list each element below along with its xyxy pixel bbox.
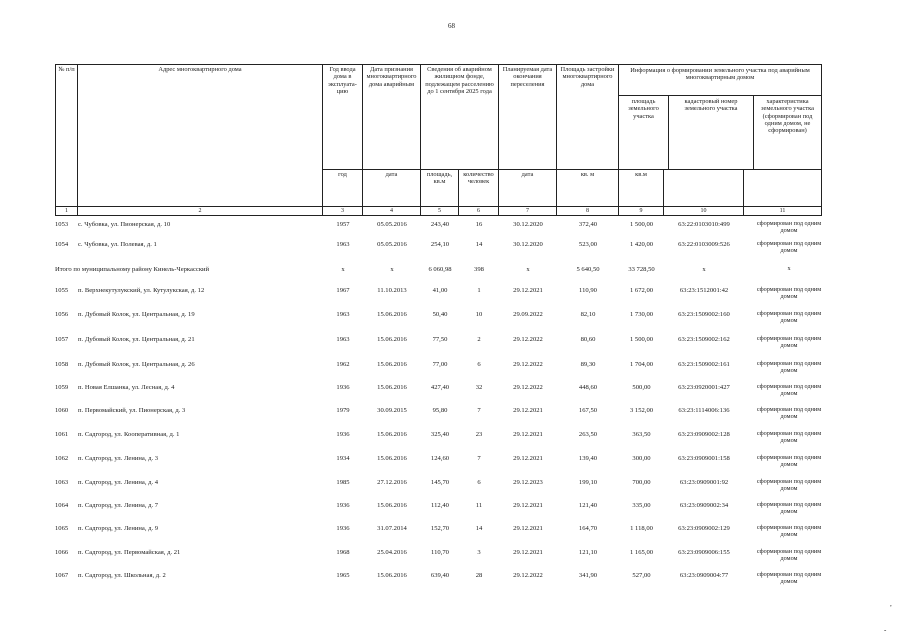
cell-area: 112,40 [431,502,449,509]
unit-area: площадь, кв.м [421,170,459,207]
cell-area: 41,00 [432,287,448,294]
cell-people: 23 [475,431,483,438]
header-characteristic: характеристика земельного участка (сформирован под одним домом, не сформирован) [761,98,814,135]
cell-people: 398 [474,266,484,273]
cell-date: 15.06.2016 [377,384,407,391]
col-number: 7 [499,207,557,216]
cell-address: Итого по муниципальному району Кинель-Черкасский [55,266,210,273]
unit-date: дата [363,170,421,207]
cell-char: сформирован под одним домом [756,478,822,492]
cell-char: сформирован под одним домом [756,335,822,349]
cell-year: 1985 [336,479,350,486]
cell-date: 31.07.2014 [377,525,407,532]
cell-area: 110,70 [431,549,449,556]
cell-build: 121,10 [578,549,598,556]
cell-date: 11.10.2013 [377,287,407,294]
col-number: 10 [664,207,744,216]
cell-build: 82,10 [580,311,596,318]
cell-people: 10 [475,311,483,318]
header-cadastral: кадастровый номер земельного участка [669,96,754,169]
cell-address: с. Чубовка, ул. Полевая, д. 1 [78,241,157,248]
header-land-area: площадь земельного участка [619,96,669,169]
cell-char: сформирован под одним домом [756,454,822,468]
cell-char: сформирован под одним домом [756,220,822,234]
cell-people: 28 [475,572,483,579]
cell-people: 6 [477,479,481,486]
cell-people: 6 [477,361,481,368]
cell-cad: 63:23:1509002:161 [678,361,730,368]
cell-land: 300,00 [632,455,651,462]
cell-cad: 63:23:1114006:136 [678,407,730,414]
cell-no: 1063 [55,479,69,486]
cell-year: 1963 [336,241,350,248]
cell-cad: 63:23:0909001:92 [679,479,729,486]
cell-address: п. Садгород, ул. Ленина, д. 9 [78,525,159,532]
cell-end: 29.12.2022 [513,572,543,579]
cell-end: 29.12.2021 [513,407,543,414]
cell-area: 639,40 [430,572,450,579]
cell-area: 254,10 [430,241,450,248]
col-number: 6 [459,207,499,216]
cell-people: 16 [475,221,483,228]
header-emergency-fund: Сведения об аварийном жилищном фонде, подлежащем расселению до 1 сентября 2025 года [421,65,499,170]
unit-sqm2: кв.м [619,170,664,207]
cell-people: 7 [477,407,481,414]
cell-year: 1936 [336,525,350,532]
cell-date: 15.06.2016 [377,455,407,462]
cell-no: 1058 [55,361,69,368]
cell-area: 77,00 [432,361,448,368]
cell-end: 29.09.2022 [513,311,543,318]
cell-no: 1059 [55,384,69,391]
cell-people: 1 [477,287,481,294]
cell-date: 27.12.2016 [377,479,407,486]
cell-char: сформирован под одним домом [756,286,822,300]
cell-no: 1053 [55,221,69,228]
cell-char: сформирован под одним домом [756,406,822,420]
unit-sqm: кв. м [557,170,619,207]
cell-address: п. Садгород, ул. Кооперативная, д. 1 [78,431,180,438]
col-number: 11 [744,207,822,216]
header-year: Год ввода дома в эксплуата-цию [323,65,363,170]
cell-date: 15.06.2016 [377,311,407,318]
cell-no: 1067 [55,572,69,579]
cell-land: 363,50 [632,431,651,438]
cell-address: п. Садгород, ул. Ленина, д. 3 [78,455,159,462]
cell-build: 5 640,50 [576,266,600,273]
cell-date: 15.06.2016 [377,572,407,579]
cell-build: 263,50 [578,431,598,438]
cell-address: п. Дубовый Колок, ул. Центральная, д. 19 [78,311,195,318]
cell-area: 6 060,98 [428,266,452,273]
cell-date: x [390,266,394,273]
header-planned-date: Планируемая дата окончания переселения [499,65,557,170]
cell-cad: 63:23:0909006:155 [678,549,730,556]
cell-end: 30.12.2020 [513,241,543,248]
cell-no: 1066 [55,549,69,556]
cell-char: сформирован под одним домом [756,524,822,538]
cell-end: 29.12.2022 [513,384,543,391]
cell-no: 1055 [55,287,69,294]
header-land-info [619,65,822,170]
cell-char: сформирован под одним домом [756,501,822,515]
cell-no: 1064 [55,502,69,509]
col-number: 3 [323,207,363,216]
cell-people: 11 [475,502,483,509]
cell-land: 1 420,00 [629,241,654,248]
cell-end: 29.12.2022 [513,361,543,368]
cell-people: 14 [475,241,483,248]
cell-cad: 63:23:1509002:160 [678,311,730,318]
cell-no: 1054 [55,241,69,248]
cell-area: 243,40 [430,221,450,228]
cell-no: 1065 [55,525,69,532]
col-number: 4 [363,207,421,216]
header-table [55,64,822,216]
cell-end: 29.12.2021 [513,431,543,438]
cell-end: 29.12.2022 [513,336,543,343]
cell-cad: 63:23:0909002:129 [678,525,730,532]
cell-land: 1 704,00 [629,361,654,368]
cell-land: 33 728,50 [628,266,655,273]
cell-year: 1963 [336,336,350,343]
cell-build: 372,40 [578,221,598,228]
cell-build: 199,10 [578,479,598,486]
cell-end: 29.12.2021 [513,502,543,509]
cell-date: 15.06.2016 [377,431,407,438]
cell-cad: 63:23:1512001:42 [679,287,729,294]
cell-land: 527,00 [632,572,651,579]
cell-address: п. Садгород, ул. Первомайская, д. 21 [78,549,181,556]
cell-people: 14 [475,525,483,532]
cell-cad: 63:23:0920001:427 [678,384,730,391]
col-number: 1 [56,207,78,216]
cell-build: 89,30 [580,361,596,368]
cell-land: 335,00 [632,502,651,509]
cell-people: 2 [477,336,481,343]
cell-end: 29.12.2021 [513,455,543,462]
cell-cad: 63:23:0909002:128 [678,431,730,438]
cell-people: 32 [475,384,483,391]
cell-area: 95,80 [432,407,448,414]
cell-cad: 63:22:0103010:499 [678,221,730,228]
cell-cad: 63:22:0103009:526 [678,241,730,248]
cell-year: 1967 [336,287,350,294]
cell-char: сформирован под одним домом [756,360,822,374]
cell-no: 1056 [55,311,69,318]
cell-end: 29.12.2023 [513,479,543,486]
cell-year: 1968 [336,549,350,556]
cell-land: 1 165,00 [629,549,654,556]
cell-year: 1963 [336,311,350,318]
cell-year: 1936 [336,502,350,509]
cell-address: п. Первомайский, ул. Пионерская, д. 3 [78,407,186,414]
cell-no: 1061 [55,431,69,438]
cell-char: сформирован под одним домом [756,240,822,254]
cell-land: 1 118,00 [630,525,653,532]
header-land-info-title: Информация о формировании земельного участка под аварийным многоквартирным домом [619,65,821,96]
cell-end: 29.12.2021 [513,287,543,294]
cell-char: сформирован под одним домом [756,571,822,585]
scan-mark: , [890,600,892,608]
cell-cad: 63:23:1509002:162 [678,336,730,343]
cell-people: 7 [477,455,481,462]
cell-address: п. Садгород, ул. Ленина, д. 4 [78,479,159,486]
cell-land: 1 730,00 [629,311,654,318]
header-building-area: Площадь застройки многоквартирного дома [557,65,619,170]
cell-area: 325,40 [430,431,450,438]
cell-year: 1936 [336,431,350,438]
cell-area: 145,70 [430,479,450,486]
col-number: 2 [78,207,323,216]
cell-land: 1 500,00 [629,221,654,228]
cell-no: 1057 [55,336,69,343]
cell-land: 1 500,00 [629,336,654,343]
cell-year: 1979 [336,407,350,414]
cell-date: 15.06.2016 [377,361,407,368]
cell-date: 25.04.2016 [377,549,407,556]
cell-address: п. Новая Елшанка, ул. Лесная, д. 4 [78,384,175,391]
cell-land: 3 152,00 [629,407,654,414]
cell-char: сформирован под одним домом [756,430,822,444]
cell-char: сформирован под одним домом [756,548,822,562]
cell-no: 1060 [55,407,69,414]
cell-build: 448,60 [578,384,598,391]
cell-address: п. Садгород, ул. Школьная, д. 2 [78,572,166,579]
cell-date: 05.05.2016 [377,221,407,228]
cell-build: 139,40 [578,455,598,462]
col-number: 5 [421,207,459,216]
cell-build: 167,50 [578,407,598,414]
header-address: Адрес многоквартирного дома [78,65,323,207]
cell-date: 15.06.2016 [377,502,407,509]
unit-year: год [323,170,363,207]
cell-cad: 63:23:0909004:77 [679,572,729,579]
cell-date: 15.06.2016 [377,336,407,343]
cell-land: 1 672,00 [629,287,654,294]
cell-char: сформирован под одним домом [756,310,822,324]
col-number: 8 [557,207,619,216]
cell-area: 50,40 [432,311,448,318]
cell-area: 77,50 [432,336,448,343]
cell-people: 3 [477,549,481,556]
cell-year: 1962 [336,361,350,368]
cell-area: 427,40 [430,384,450,391]
cell-address: п. Садгород, ул. Ленина, д. 7 [78,502,159,509]
cell-date: 05.05.2016 [377,241,407,248]
cell-build: 341,90 [578,572,598,579]
cell-year: 1934 [336,455,350,462]
unit-date2: дата [499,170,557,207]
cell-char: сформирован под одним домом [756,383,822,397]
cell-address: п. Верхнекутулукский, ул. Кутулукская, д. 12 [78,287,205,294]
cell-end: 30.12.2020 [513,221,543,228]
cell-cad: 63:23:0909002:34 [679,502,729,509]
cell-cad: x [702,266,706,273]
cell-build: 110,90 [579,287,597,294]
cell-year: 1936 [336,384,350,391]
cell-no: 1062 [55,455,69,462]
cell-date: 30.09.2015 [377,407,407,414]
page-number: 68 [448,22,455,30]
cell-build: 80,60 [580,336,596,343]
col-number: 9 [619,207,664,216]
cell-build: 523,00 [578,241,598,248]
cell-area: 152,70 [430,525,450,532]
cell-land: 500,00 [632,384,651,391]
cell-cad: 63:23:0909001:158 [678,455,730,462]
header-no: № п/п [56,65,78,207]
cell-land: 700,00 [632,479,651,486]
cell-address: п. Дубовый Колок, ул. Центральная, д. 26 [78,361,195,368]
cell-address: п. Дубовый Колок, ул. Центральная, д. 21 [78,336,195,343]
cell-area: 124,60 [430,455,450,462]
cell-year: x [341,266,345,273]
cell-year: 1965 [336,572,350,579]
unit-people: количество человек [459,170,499,207]
cell-build: 121,40 [578,502,598,509]
cell-end: 29.12.2021 [513,549,543,556]
header-date-recognized: Дата признания многоквартирного дома аварийным [363,65,421,170]
scan-mark: - [884,626,887,634]
cell-year: 1957 [336,221,350,228]
cell-end: x [526,266,530,273]
cell-end: 29.12.2021 [513,525,543,532]
cell-address: с. Чубовка, ул. Пионерская, д. 10 [78,221,171,228]
cell-build: 164,70 [578,525,598,532]
cell-char: x [787,265,791,272]
